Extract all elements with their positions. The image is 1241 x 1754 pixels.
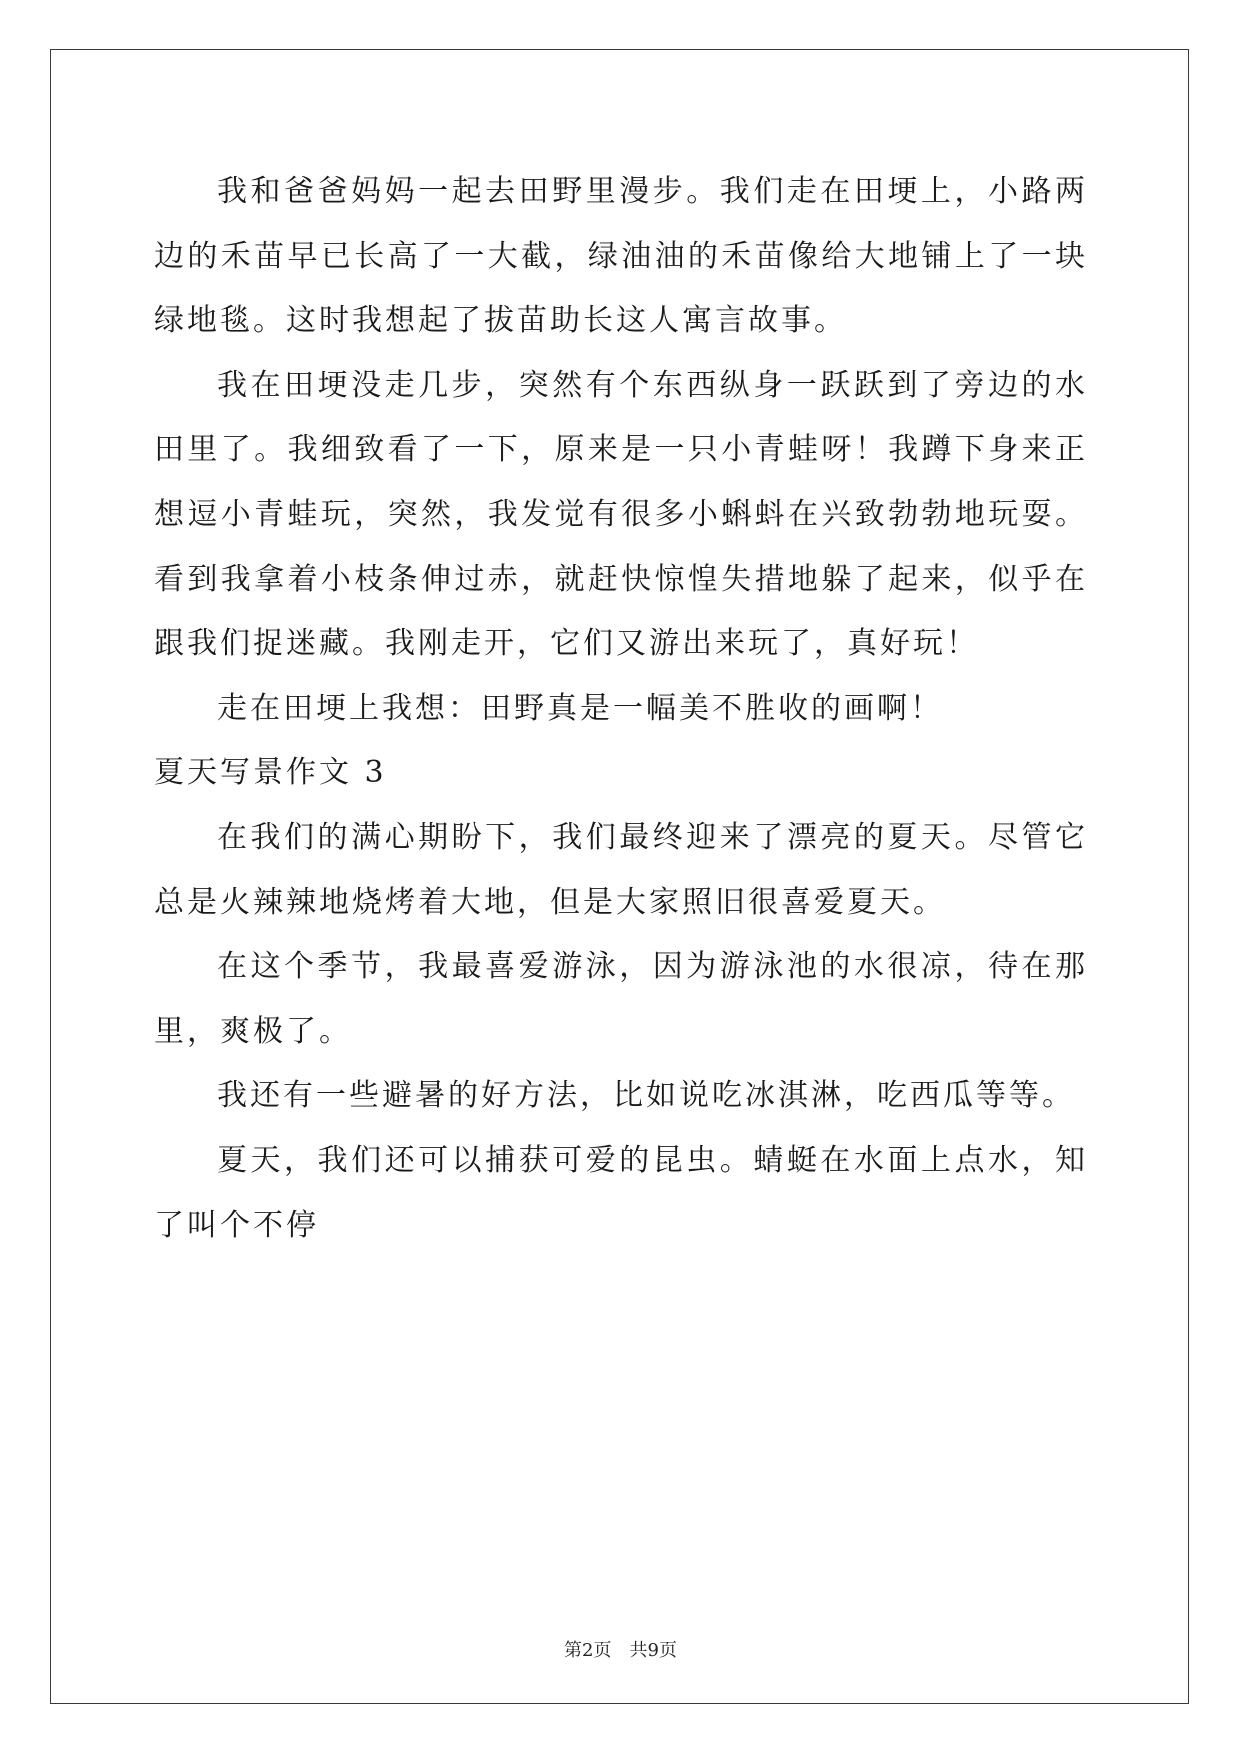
paragraph-3: 走在田埂上我想：田野真是一幅美不胜收的画啊！ — [217, 690, 943, 726]
paragraph-7: 夏天，我们还可以捕获可爱的昆虫。蜻蜓在水面上点水，知了叫个不停 — [154, 1142, 1088, 1243]
page-footer — [0, 1636, 1241, 1662]
page-total: 共9页 — [629, 1640, 677, 1661]
paragraph-4: 在我们的满心期盼下，我们最终迎来了漂亮的夏天。尽管它总是火辣辣地烧烤着大地，但是大家照旧很喜爱夏天。 — [154, 819, 1088, 920]
paragraph-5: 在这个季节，我最喜爱游泳，因为游泳池的水很凉，待在那里，爽极了。 — [154, 949, 1088, 1049]
section-heading: 夏天写景作文 3 — [154, 755, 387, 791]
paragraph-6: 我还有一些避暑的好方法，比如说吃冰淇淋，吃西瓜等等。 — [217, 1078, 1075, 1114]
paragraph-2: 我在田埂没走几步，突然有个东西纵身一跃跃到了旁边的水田里了。我细致看了一下，原来是一只小青蛙呀！我蹲下身来正想逗小青蛙玩，突然，我发觉有很多小蝌蚪在兴致勃勃地玩耍。看到我拿着小枝条伸过赤，就赶快惊惶失措地躲了起来，似乎在跟我们捉迷藏。我刚走开，它们又游出来玩了，真好玩！ — [154, 367, 1088, 662]
paragraph-1: 我和爸爸妈妈一起去田野里漫步。我们走在田埂上，小路两边的禾苗早已长高了一大截，绿油油的禾苗像给大地铺上了一块绿地毯。这时我想起了拔苗助长这人寓言故事。 — [154, 174, 1088, 339]
page-number: 第2页 — [564, 1640, 612, 1661]
document-body — [154, 160, 1088, 1258]
